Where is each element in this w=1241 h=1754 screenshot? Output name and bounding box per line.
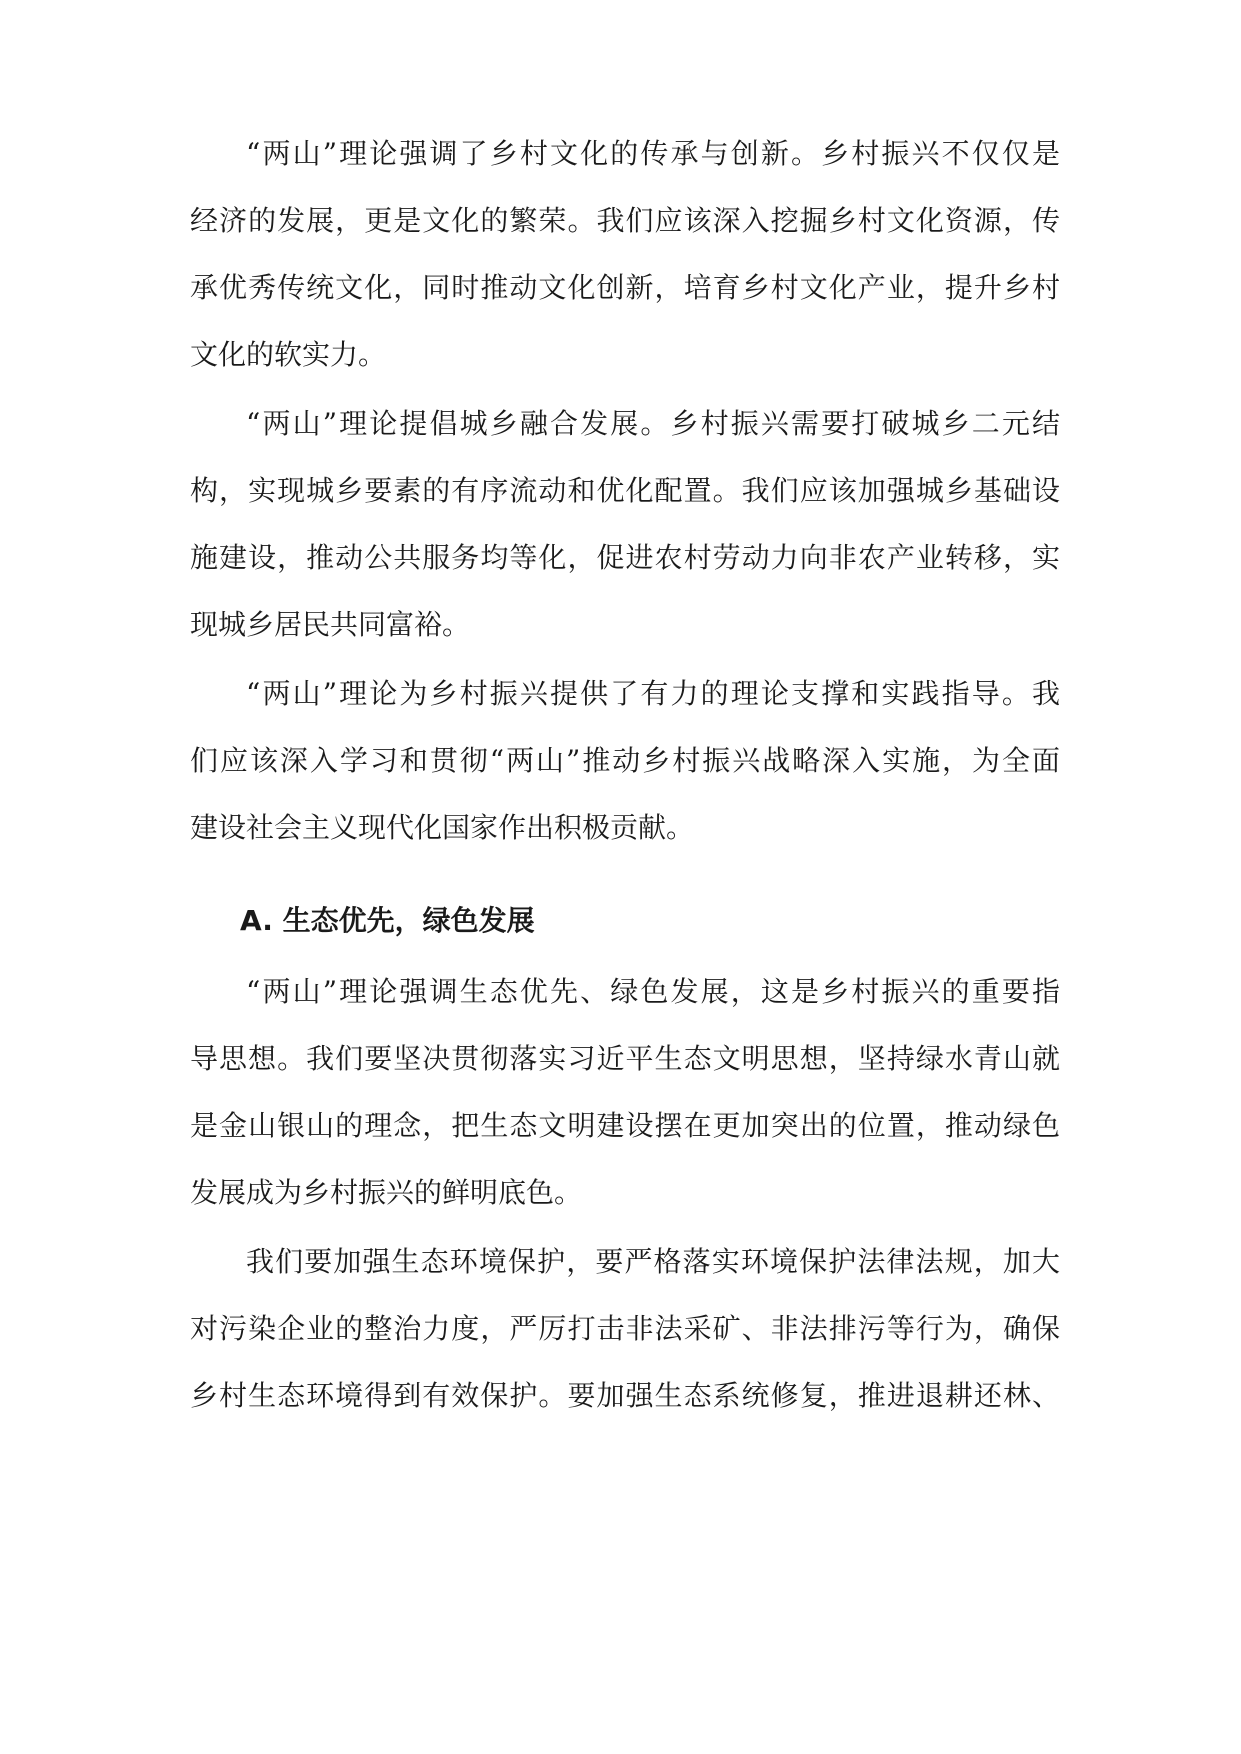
paragraph-line: 建设社会主义现代化国家作出积极贡献。 xyxy=(190,811,695,844)
paragraph-line: 文化的软实力。 xyxy=(190,338,387,371)
section-heading: A. 生态优先，绿色发展 xyxy=(240,904,535,937)
paragraph-line: 经济的发展，更是文化的繁荣。我们应该深入挖掘乡村文化资源，传 xyxy=(190,204,1060,237)
paragraph-line: “两山”理论为乡村振兴提供了有力的理论支撑和实践指导。我 xyxy=(246,677,1060,710)
paragraph-line: “两山”理论强调了乡村文化的传承与创新。乡村振兴不仅仅是 xyxy=(246,137,1060,170)
paragraph-line: 承优秀传统文化，同时推动文化创新，培育乡村文化产业，提升乡村 xyxy=(190,271,1060,304)
paragraph-line: “两山”理论提倡城乡融合发展。乡村振兴需要打破城乡二元结 xyxy=(246,407,1060,440)
paragraph-line: 构，实现城乡要素的有序流动和优化配置。我们应该加强城乡基础设 xyxy=(190,474,1060,507)
paragraph-line: “两山”理论强调生态优先、绿色发展，这是乡村振兴的重要指 xyxy=(246,975,1060,1008)
paragraph-line: 导思想。我们要坚决贯彻落实习近平生态文明思想，坚持绿水青山就 xyxy=(190,1042,1060,1075)
paragraph-line: 发展成为乡村振兴的鲜明底色。 xyxy=(190,1176,583,1209)
paragraph-line: 施建设，推动公共服务均等化，促进农村劳动力向非农产业转移，实 xyxy=(190,541,1060,574)
paragraph-line: 乡村生态环境得到有效保护。要加强生态系统修复，推进退耕还林、 xyxy=(190,1379,1060,1412)
paragraph-line: 们应该深入学习和贯彻“两山”推动乡村振兴战略深入实施，为全面 xyxy=(190,744,1060,777)
paragraph-line: 我们要加强生态环境保护，要严格落实环境保护法律法规，加大 xyxy=(246,1245,1060,1278)
paragraph-line: 对污染企业的整治力度，严厉打击非法采矿、非法排污等行为，确保 xyxy=(190,1312,1060,1345)
paragraph-line: 现城乡居民共同富裕。 xyxy=(190,608,471,641)
paragraph-line: 是金山银山的理念，把生态文明建设摆在更加突出的位置，推动绿色 xyxy=(190,1109,1060,1142)
